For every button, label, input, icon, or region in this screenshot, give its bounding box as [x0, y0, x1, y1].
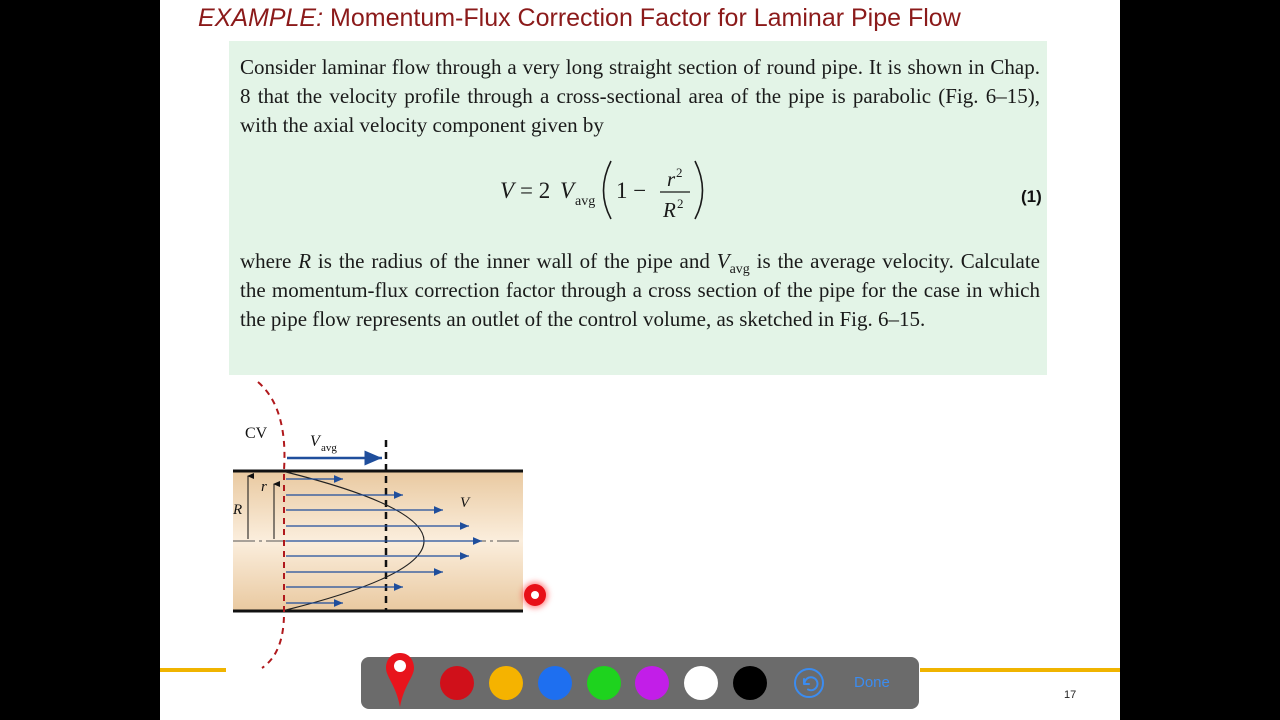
para2-velocity-subscript: avg: [729, 262, 750, 278]
laser-pointer-icon: [383, 651, 417, 709]
laser-pointer-tool[interactable]: [383, 651, 417, 709]
cv-label: CV: [245, 425, 268, 442]
color-swatch-white[interactable]: [684, 666, 718, 700]
svg-text:2: 2: [676, 165, 683, 180]
color-swatch-yellow[interactable]: [489, 666, 523, 700]
slide: [160, 0, 1120, 720]
svg-text:2: 2: [677, 196, 684, 211]
para2-radius-symbol: R: [298, 249, 312, 273]
slide-title: [198, 4, 961, 33]
title-example-label: EXAMPLE:: [198, 4, 324, 32]
para2-text-a: where: [240, 249, 299, 273]
para2-velocity-symbol: V: [716, 249, 730, 273]
svg-text:1 −: 1 −: [616, 178, 647, 203]
color-swatch-red[interactable]: [440, 666, 474, 700]
r-label: r: [261, 479, 267, 495]
R-label: R: [233, 502, 243, 518]
color-swatch-purple[interactable]: [635, 666, 669, 700]
svg-text:R: R: [663, 198, 676, 222]
title-text: Momentum-Flux Correction Factor for Laminar Pipe Flow: [323, 4, 961, 32]
svg-text:avg: avg: [575, 194, 596, 209]
svg-text:V: V: [500, 178, 515, 203]
V-label: V: [460, 495, 470, 511]
page-number: 17: [1064, 689, 1077, 701]
color-swatch-green[interactable]: [587, 666, 621, 700]
para2-text-b: is the radius of the inner wall of the pipe and: [311, 249, 717, 273]
svg-text:= 2: = 2: [520, 178, 551, 203]
svg-text:r: r: [667, 167, 676, 191]
problem-paragraph-2: [240, 247, 1040, 334]
velocity-equation-graphic: [500, 157, 740, 227]
problem-statement-box: [229, 41, 1047, 375]
pipe-figure-graphic: [230, 378, 550, 673]
laser-pointer-dot: [524, 584, 546, 606]
equation-number: (1): [1021, 187, 1042, 206]
undo-icon: [793, 667, 825, 699]
vavg-label: V: [310, 433, 320, 450]
velocity-equation: [500, 157, 740, 227]
footer-line-left: [160, 668, 226, 672]
problem-paragraph-1: Consider laminar flow through a very long straight section of round pipe. It is shown in Chap. 8 that the velocity profile through a cross-sectional area of the pipe is parabolic (Fig. 6–15), with the axial velocity component given by: [240, 55, 1040, 137]
annotation-toolbar: [361, 657, 919, 709]
vavg-subscript: avg: [321, 442, 337, 454]
pipe-velocity-profile-figure: [230, 378, 550, 673]
para2-text-c: is the average velocity. Calculate the momentum-flux correction factor through a cross section of the pipe for the case in which the pipe flow represents an outlet of the control volume, as sketched in Fig. 6–15.: [240, 249, 1041, 331]
color-swatch-black[interactable]: [733, 666, 767, 700]
color-swatch-blue[interactable]: [538, 666, 572, 700]
undo-button[interactable]: [793, 667, 825, 699]
done-button[interactable]: Done: [854, 674, 890, 691]
footer-line-right: [920, 668, 1120, 672]
svg-text:V: V: [560, 178, 575, 203]
